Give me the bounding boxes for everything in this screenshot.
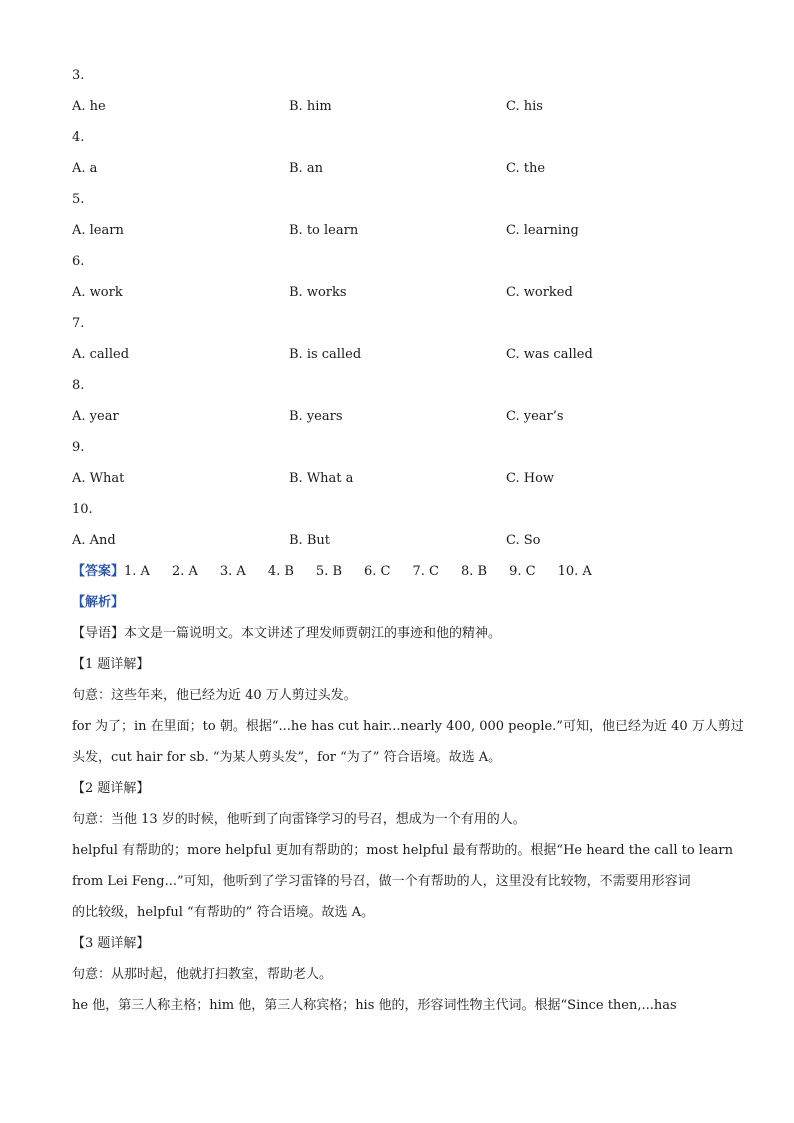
option-b: B. is called xyxy=(289,347,362,362)
option-c: C. worked xyxy=(506,285,573,300)
answer-item: 7. C xyxy=(412,564,439,579)
document-page xyxy=(72,66,744,1027)
detail-meaning: 句意：从那时起，他就打扫教室，帮助老人。 xyxy=(72,967,333,982)
option-c: C. So xyxy=(506,533,541,548)
question-number: 8. xyxy=(72,378,85,393)
option-c: C. his xyxy=(506,99,543,114)
detail-text-line: 头发，cut hair for sb. “为某人剪头发”，for “为了” 符合语境。故选 A。 xyxy=(72,750,502,765)
answer-item: 1. A xyxy=(124,564,150,579)
option-a: A. called xyxy=(72,347,130,362)
option-row xyxy=(72,407,722,427)
question-number: 7. xyxy=(72,316,85,331)
option-c: C. the xyxy=(506,161,546,176)
answer-item: 8. B xyxy=(460,564,488,579)
option-b: B. But xyxy=(289,533,330,548)
option-a: A. work xyxy=(72,285,123,300)
option-a: A. What xyxy=(72,471,125,486)
option-c: C. learning xyxy=(506,223,579,238)
detail-heading: 【1 题详解】 xyxy=(72,657,150,672)
answer-item: 9. C xyxy=(509,564,536,579)
option-row xyxy=(72,531,722,551)
option-a: A. learn xyxy=(72,223,124,238)
detail-text-line: from Lei Feng...”可知，他听到了学习雷锋的号召，做一个有帮助的人，这里没有比较物，不需要用形容词 xyxy=(72,874,691,889)
option-c: C. was called xyxy=(506,347,593,362)
answer-label: 【答案】 xyxy=(72,564,125,579)
option-a: A. year xyxy=(72,409,119,424)
answer-item: 6. C xyxy=(364,564,391,579)
analysis-label: 【解析】 xyxy=(72,595,125,610)
option-row xyxy=(72,469,722,489)
answer-item: 3. A xyxy=(219,564,246,579)
option-a: A. a xyxy=(72,161,98,176)
detail-heading: 【2 题详解】 xyxy=(72,781,150,796)
detail-meaning: 句意：当他 13 岁的时候，他听到了向雷锋学习的号召，想成为一个有用的人。 xyxy=(72,812,526,827)
option-row xyxy=(72,159,722,179)
intro-label: 【导语】 xyxy=(72,626,125,641)
option-b: B. years xyxy=(289,409,343,424)
option-row xyxy=(72,283,722,303)
option-a: A. And xyxy=(72,533,116,548)
detail-text-line: helpful 有帮助的；more helpful 更加有帮助的；most helpful 最有帮助的。根据“He heard the call to learn xyxy=(72,843,734,858)
analysis-line xyxy=(72,593,722,613)
option-b: B. works xyxy=(289,285,347,300)
question-number: 3. xyxy=(72,68,85,83)
option-b: B. What a xyxy=(289,471,354,486)
answer-item: 2. A xyxy=(171,564,198,579)
question-number: 4. xyxy=(72,130,85,145)
option-c: C. year’s xyxy=(506,409,564,424)
intro-line xyxy=(72,624,722,644)
intro-text: 本文是一篇说明文。本文讲述了理发师贾朝江的事迹和他的精神。 xyxy=(124,626,502,641)
answer-items xyxy=(124,564,614,579)
option-b: B. an xyxy=(289,161,323,176)
option-row xyxy=(72,345,722,365)
option-row xyxy=(72,97,722,117)
answer-item: 5. B xyxy=(315,564,343,579)
option-a: A. he xyxy=(72,99,106,114)
detail-list xyxy=(72,655,744,1016)
option-b: B. him xyxy=(289,99,332,114)
question-number: 6. xyxy=(72,254,85,269)
answer-line xyxy=(72,562,722,582)
detail-text-line: he 他，第三人称主格；him 他，第三人称宾格；his 他的，形容词性物主代词。根据“Since then,...has xyxy=(72,998,677,1013)
detail-meaning: 句意：这些年来，他已经为近 40 万人剪过头发。 xyxy=(72,688,357,703)
question-number: 9. xyxy=(72,440,85,455)
question-list xyxy=(72,66,722,551)
option-b: B. to learn xyxy=(289,223,359,238)
answer-item: 4. B xyxy=(267,564,294,579)
question-number: 5. xyxy=(72,192,85,207)
option-c: C. How xyxy=(506,471,555,486)
detail-heading: 【3 题详解】 xyxy=(72,936,150,951)
option-row xyxy=(72,221,722,241)
answer-item: 10. A xyxy=(557,564,592,579)
detail-text-line: for 为了；in 在里面；to 朝。根据“...he has cut hair...nearly 400, 000 people.”可知，他已经为近 40 万人剪过 xyxy=(72,719,744,734)
question-number: 10. xyxy=(72,502,93,517)
detail-text-line: 的比较级，helpful “有帮助的” 符合语境。故选 A。 xyxy=(72,905,374,920)
